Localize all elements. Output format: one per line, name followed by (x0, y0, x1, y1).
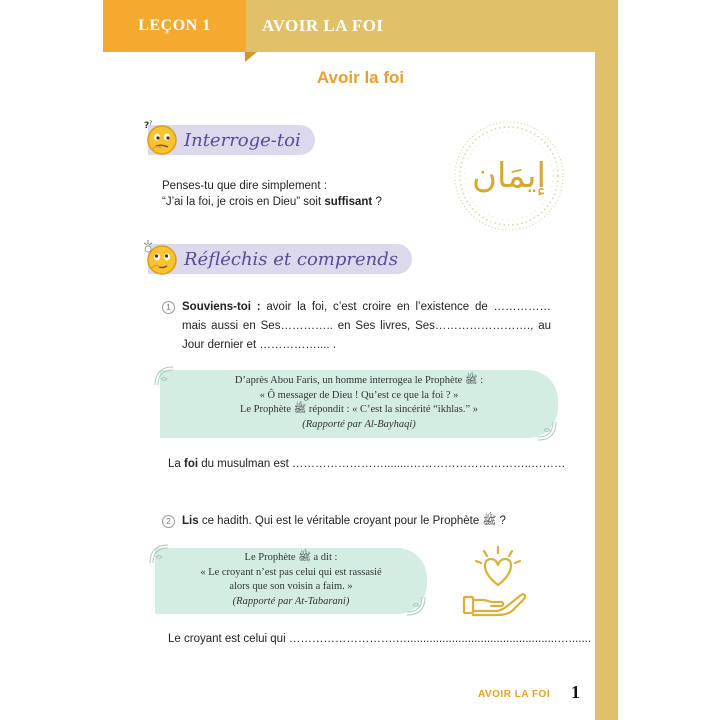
arabic-word-iman: إيمَان (472, 156, 546, 196)
gold-side-band (595, 0, 618, 720)
question-line-1: Penses-tu que dire simplement : (162, 180, 327, 192)
ornament-corner-icon (405, 595, 427, 617)
footer-label: AVOIR LA FOI (478, 689, 551, 700)
item-2-text: Lis ce hadith. Qui est le véritable croyant pour le Prophète ﷺ ? (182, 515, 506, 527)
hadith-line: alors que son voisin a faim. » (229, 581, 353, 592)
section-title: Interroge-toi (184, 129, 301, 151)
page-number: 1 (571, 682, 580, 702)
hadith-line: Le Prophète ﷺ répondit : « C’est la sincérité “ikhlas.” » (239, 404, 479, 415)
hadith-line: « Le croyant n’est pas celui qui est rassasié (200, 566, 382, 578)
ornament-corner-icon (148, 543, 170, 565)
ornament-corner-icon (153, 365, 175, 387)
item-1-text: Souviens-toi : avoir la foi, c’est croire en l’existence de …………… mais aussi en Ses………….. en Ses livres, Ses……………………., au Jour dernier et …………….... . (182, 301, 552, 351)
lesson-number: LEÇON 1 (138, 17, 211, 34)
hadith-line: D’après Abou Faris, un homme interrogea le Prophète ﷺ : (234, 375, 484, 386)
lesson-title: AVOIR LA FOI (262, 16, 384, 35)
ornament-corner-icon (536, 420, 558, 442)
hadith-source: (Rapporté par At-Tabarani) (232, 595, 350, 607)
answer-line-2: Le croyant est celui qui ……………………….…...............................................…....... (168, 633, 592, 645)
hadith-source: (Rapporté par Al-Bayhaqi) (302, 418, 416, 430)
item-number-2: 2 (162, 515, 175, 528)
header-notch (245, 52, 257, 62)
question-text (162, 178, 382, 210)
section-title: Réfléchis et comprends (184, 248, 398, 270)
thinking-emoji-icon (140, 118, 180, 158)
hadith-box-1 (160, 370, 558, 438)
svg-text:?: ? (149, 120, 153, 127)
question-line-2: “J’ai la foi, je crois en Dieu” soit suffisant ? (162, 196, 382, 208)
hadith-box-2 (155, 548, 427, 614)
section-reflechis-comprends (148, 244, 412, 274)
answer-line-1: La foi du musulman est ……………………........…………………………..……… (168, 458, 566, 470)
idea-emoji-icon (140, 238, 180, 278)
heart-in-hand-icon (460, 545, 536, 617)
svg-text:?: ? (144, 121, 150, 131)
page-heading: Avoir la foi (316, 68, 405, 87)
hadith-line: Le Prophète ﷺ a dit : (244, 552, 338, 563)
item-number-1: 1 (162, 301, 175, 314)
hadith-line: « Ô messager de Dieu ! Qu’est ce que la foi ? » (259, 389, 459, 401)
